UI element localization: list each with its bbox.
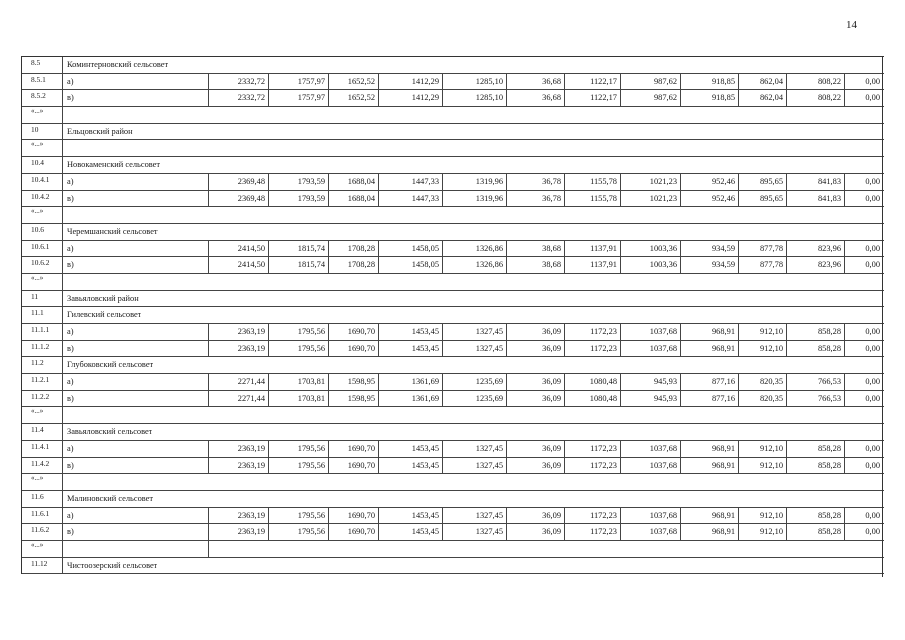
value-cell: 1453,45 (379, 524, 443, 540)
value-cell: 1453,45 (379, 508, 443, 524)
value-cell: 1326,86 (443, 257, 507, 273)
value-cell: 1361,69 (379, 391, 443, 407)
value-cell: 1003,36 (621, 257, 681, 273)
value-cell: 1326,86 (443, 241, 507, 257)
row-code: 8.5.1 (22, 74, 63, 90)
value-cell: 858,28 (787, 524, 845, 540)
value-cell: 2363,19 (209, 508, 269, 524)
value-cell: 858,28 (787, 508, 845, 524)
value-cell: 36,78 (507, 174, 565, 190)
value-cell: 36,68 (507, 90, 565, 106)
value-cell: 1361,69 (379, 374, 443, 390)
value-cell: 1412,29 (379, 74, 443, 90)
row-subtype: в) (63, 257, 209, 273)
value-cell: 934,59 (681, 257, 739, 273)
value-cell: 1690,70 (329, 341, 379, 357)
table-row (22, 57, 884, 74)
row-code: 10.4 (22, 157, 63, 173)
value-cell: 1122,17 (565, 90, 621, 106)
row-code: 11.1 (22, 307, 63, 323)
value-cell: 0,00 (865, 93, 880, 103)
value-cell: 1652,52 (329, 74, 379, 90)
value-cell: 1235,69 (443, 374, 507, 390)
value-cell: 1793,59 (269, 191, 329, 207)
table-row (22, 374, 884, 391)
value-cell: 1021,23 (621, 191, 681, 207)
value-cell: 1690,70 (329, 524, 379, 540)
value-cell: 2271,44 (209, 374, 269, 390)
value-cell: 1122,17 (565, 74, 621, 90)
value-cell: 912,10 (739, 508, 787, 524)
value-cell: 1458,05 (379, 257, 443, 273)
row-code: 10.6.1 (22, 241, 63, 257)
table-row (22, 474, 884, 491)
value-cell: 968,91 (681, 524, 739, 540)
value-cell: 823,96 (787, 257, 845, 273)
row-subtype: а) (63, 441, 209, 457)
table-right-border (882, 56, 883, 577)
row-code: «...» (22, 274, 63, 290)
value-cell: 2363,19 (209, 458, 269, 474)
row-code: 11.4 (22, 424, 63, 440)
row-code: 11.4.1 (22, 441, 63, 457)
table-row (22, 441, 884, 458)
value-cell: 858,28 (787, 341, 845, 357)
ellipsis-box (63, 541, 209, 557)
value-cell: 918,85 (681, 74, 739, 90)
row-subtype: а) (63, 508, 209, 524)
value-cell: 1172,23 (565, 324, 621, 340)
row-code: 8.5.2 (22, 90, 63, 106)
table-row (22, 341, 884, 358)
table-row (22, 558, 884, 575)
value-cell: 1795,56 (269, 508, 329, 524)
value-cell: 1235,69 (443, 391, 507, 407)
value-cell: 1172,23 (565, 441, 621, 457)
value-cell: 36,09 (507, 441, 565, 457)
value-cell: 968,91 (681, 508, 739, 524)
value-cell: 2414,50 (209, 241, 269, 257)
value-cell: 1412,29 (379, 90, 443, 106)
row-subtype: в) (63, 341, 209, 357)
table-row (22, 90, 884, 107)
row-subtype: а) (63, 324, 209, 340)
value-cell: 841,83 (787, 191, 845, 207)
section-label: Ельцовский район (67, 126, 133, 136)
value-cell: 1037,68 (621, 324, 681, 340)
value-cell: 862,04 (739, 74, 787, 90)
row-subtype: а) (63, 74, 209, 90)
value-cell: 36,09 (507, 458, 565, 474)
value-cell: 877,78 (739, 257, 787, 273)
value-cell: 0,00 (865, 260, 880, 270)
value-cell: 1137,91 (565, 257, 621, 273)
row-code: 11.6.2 (22, 524, 63, 540)
table-row (22, 257, 884, 274)
value-cell: 1690,70 (329, 324, 379, 340)
value-cell: 968,91 (681, 441, 739, 457)
value-cell: 1652,52 (329, 90, 379, 106)
value-cell: 858,28 (787, 324, 845, 340)
value-cell: 2271,44 (209, 391, 269, 407)
table-row (22, 458, 884, 475)
table-row (22, 207, 884, 224)
value-cell: 1155,78 (565, 174, 621, 190)
value-cell: 945,93 (621, 391, 681, 407)
row-subtype: в) (63, 90, 209, 106)
value-cell: 36,09 (507, 524, 565, 540)
value-cell: 1815,74 (269, 241, 329, 257)
value-cell: 0,00 (865, 527, 880, 537)
table-row (22, 140, 884, 157)
value-cell: 912,10 (739, 458, 787, 474)
value-cell: 895,65 (739, 191, 787, 207)
value-cell: 2369,48 (209, 174, 269, 190)
value-cell: 823,96 (787, 241, 845, 257)
section-label: Глубоковский сельсовет (67, 360, 154, 370)
row-code: 8.5 (22, 57, 63, 73)
row-code: 11.2.2 (22, 391, 63, 407)
value-cell: 1327,45 (443, 341, 507, 357)
value-cell: 1327,45 (443, 508, 507, 524)
value-cell: 1453,45 (379, 341, 443, 357)
value-cell: 858,28 (787, 441, 845, 457)
row-code: «...» (22, 474, 63, 490)
section-label: Коминтерновский сельсовет (67, 60, 169, 69)
value-cell: 1458,05 (379, 241, 443, 257)
value-cell: 2369,48 (209, 191, 269, 207)
value-cell: 1037,68 (621, 441, 681, 457)
value-cell: 968,91 (681, 341, 739, 357)
table-row (22, 74, 884, 91)
value-cell: 895,65 (739, 174, 787, 190)
value-cell: 968,91 (681, 458, 739, 474)
value-cell: 1285,10 (443, 74, 507, 90)
value-cell: 877,16 (681, 374, 739, 390)
value-cell: 1453,45 (379, 458, 443, 474)
row-code: 11.2.1 (22, 374, 63, 390)
value-cell: 1757,97 (269, 90, 329, 106)
value-cell: 808,22 (787, 90, 845, 106)
value-cell: 1598,95 (329, 391, 379, 407)
row-code: 11.4.2 (22, 458, 63, 474)
value-cell: 36,09 (507, 324, 565, 340)
value-cell: 1172,23 (565, 524, 621, 540)
value-cell: 1447,33 (379, 174, 443, 190)
value-cell: 1037,68 (621, 508, 681, 524)
value-cell: 1690,70 (329, 441, 379, 457)
value-cell: 1703,81 (269, 391, 329, 407)
value-cell: 987,62 (621, 90, 681, 106)
row-code: 11.12 (22, 558, 63, 574)
value-cell: 877,78 (739, 241, 787, 257)
row-code: «...» (22, 407, 63, 423)
row-subtype: в) (63, 458, 209, 474)
value-cell: 1708,28 (329, 257, 379, 273)
section-label: Черемшанский сельсовет (67, 226, 158, 236)
value-cell: 36,78 (507, 191, 565, 207)
value-cell: 2414,50 (209, 257, 269, 273)
value-cell: 0,00 (865, 176, 880, 186)
value-cell: 1003,36 (621, 241, 681, 257)
row-code: «...» (22, 541, 63, 557)
value-cell: 912,10 (739, 524, 787, 540)
value-cell: 912,10 (739, 441, 787, 457)
value-cell: 945,93 (621, 374, 681, 390)
value-cell: 36,09 (507, 508, 565, 524)
value-cell: 766,53 (787, 391, 845, 407)
value-cell: 0,00 (865, 343, 880, 353)
row-code: 11.6.1 (22, 508, 63, 524)
value-cell: 0,00 (865, 460, 880, 470)
row-code: 10.6 (22, 224, 63, 240)
value-cell: 1155,78 (565, 191, 621, 207)
value-cell: 0,00 (865, 443, 880, 453)
row-subtype: а) (63, 241, 209, 257)
row-code: 10 (22, 124, 63, 140)
value-cell: 2332,72 (209, 74, 269, 90)
row-code: 11.1.1 (22, 324, 63, 340)
value-cell: 1690,70 (329, 508, 379, 524)
value-cell: 1453,45 (379, 441, 443, 457)
value-cell: 1795,56 (269, 458, 329, 474)
value-cell: 0,00 (865, 76, 880, 86)
row-code: 10.4.1 (22, 174, 63, 190)
value-cell: 1708,28 (329, 241, 379, 257)
value-cell: 1795,56 (269, 341, 329, 357)
value-cell: 1447,33 (379, 191, 443, 207)
value-cell: 1037,68 (621, 458, 681, 474)
table-row (22, 274, 884, 291)
table-row (22, 407, 884, 424)
value-cell: 36,09 (507, 341, 565, 357)
table-row (22, 291, 884, 308)
row-code: 11 (22, 291, 63, 307)
value-cell: 1037,68 (621, 524, 681, 540)
page-number: 14 (846, 19, 857, 31)
value-cell: 841,83 (787, 174, 845, 190)
value-cell: 820,35 (739, 374, 787, 390)
value-cell: 1795,56 (269, 324, 329, 340)
value-cell: 968,91 (681, 324, 739, 340)
value-cell: 2363,19 (209, 341, 269, 357)
table-row (22, 307, 884, 324)
value-cell: 1327,45 (443, 324, 507, 340)
value-cell: 858,28 (787, 458, 845, 474)
value-cell: 1080,48 (565, 391, 621, 407)
value-cell: 0,00 (865, 393, 880, 403)
value-cell: 1327,45 (443, 441, 507, 457)
value-cell: 1815,74 (269, 257, 329, 273)
value-cell: 0,00 (865, 510, 880, 520)
section-label: Завьяловский район (67, 293, 139, 303)
value-cell: 1793,59 (269, 174, 329, 190)
table-row (22, 157, 884, 174)
value-cell: 1690,70 (329, 458, 379, 474)
table-row (22, 224, 884, 241)
row-code: 10.6.2 (22, 257, 63, 273)
value-cell: 0,00 (865, 193, 880, 203)
section-label: Новокаменский сельсовет (67, 160, 161, 170)
value-cell: 36,09 (507, 391, 565, 407)
row-code: 11.2 (22, 357, 63, 373)
table-row (22, 191, 884, 208)
value-cell: 1757,97 (269, 74, 329, 90)
value-cell: 987,62 (621, 74, 681, 90)
value-cell: 912,10 (739, 324, 787, 340)
table-row (22, 174, 884, 191)
value-cell: 36,09 (507, 374, 565, 390)
value-cell: 952,46 (681, 191, 739, 207)
row-subtype: в) (63, 391, 209, 407)
value-cell: 36,68 (507, 74, 565, 90)
value-cell: 1795,56 (269, 524, 329, 540)
value-cell: 2363,19 (209, 324, 269, 340)
value-cell: 1598,95 (329, 374, 379, 390)
value-cell: 0,00 (865, 377, 880, 387)
value-cell: 2363,19 (209, 441, 269, 457)
value-cell: 1172,23 (565, 458, 621, 474)
value-cell: 1703,81 (269, 374, 329, 390)
row-subtype: а) (63, 174, 209, 190)
value-cell: 1319,96 (443, 174, 507, 190)
row-code: 10.4.2 (22, 191, 63, 207)
value-cell: 1688,04 (329, 174, 379, 190)
table-row (22, 424, 884, 441)
table-row (22, 541, 884, 558)
value-cell: 1172,23 (565, 508, 621, 524)
value-cell: 934,59 (681, 241, 739, 257)
table-row (22, 107, 884, 124)
value-cell: 1172,23 (565, 341, 621, 357)
table-row (22, 508, 884, 525)
value-cell: 1327,45 (443, 524, 507, 540)
value-cell: 0,00 (865, 327, 880, 336)
value-cell: 1021,23 (621, 174, 681, 190)
value-cell: 1795,56 (269, 441, 329, 457)
row-subtype: в) (63, 191, 209, 207)
section-label: Гилевский сельсовет (67, 310, 142, 320)
value-cell: 1688,04 (329, 191, 379, 207)
value-cell: 766,53 (787, 374, 845, 390)
table-row (22, 491, 884, 508)
row-code: 11.1.2 (22, 341, 63, 357)
row-subtype: в) (63, 524, 209, 540)
section-label: Завьяловский сельсовет (67, 427, 153, 437)
value-cell: 912,10 (739, 341, 787, 357)
value-cell: 38,68 (507, 241, 565, 257)
value-cell: 918,85 (681, 90, 739, 106)
value-cell: 1327,45 (443, 458, 507, 474)
value-cell: 2363,19 (209, 524, 269, 540)
value-cell: 877,16 (681, 391, 739, 407)
value-cell: 38,68 (507, 257, 565, 273)
section-label: Чистоозерский сельсовет (67, 560, 158, 570)
value-cell: 0,00 (865, 243, 880, 253)
value-cell: 862,04 (739, 90, 787, 106)
value-cell: 820,35 (739, 391, 787, 407)
row-code: 11.6 (22, 491, 63, 507)
table-row (22, 391, 884, 408)
table-row (22, 524, 884, 541)
value-cell: 1137,91 (565, 241, 621, 257)
value-cell: 1319,96 (443, 191, 507, 207)
value-cell: 1037,68 (621, 341, 681, 357)
row-code: «...» (22, 207, 63, 223)
table-row (22, 324, 884, 341)
row-code: «...» (22, 107, 63, 123)
table-row (22, 124, 884, 141)
value-cell: 1285,10 (443, 90, 507, 106)
value-cell: 2332,72 (209, 90, 269, 106)
table-row (22, 357, 884, 374)
value-cell: 1453,45 (379, 324, 443, 340)
tariff-table (21, 56, 884, 574)
table-row (22, 241, 884, 258)
row-subtype: а) (63, 374, 209, 390)
value-cell: 1080,48 (565, 374, 621, 390)
value-cell: 808,22 (787, 74, 845, 90)
value-cell: 952,46 (681, 174, 739, 190)
section-label: Малиновский сельсовет (67, 493, 154, 503)
row-code: «...» (22, 140, 63, 156)
